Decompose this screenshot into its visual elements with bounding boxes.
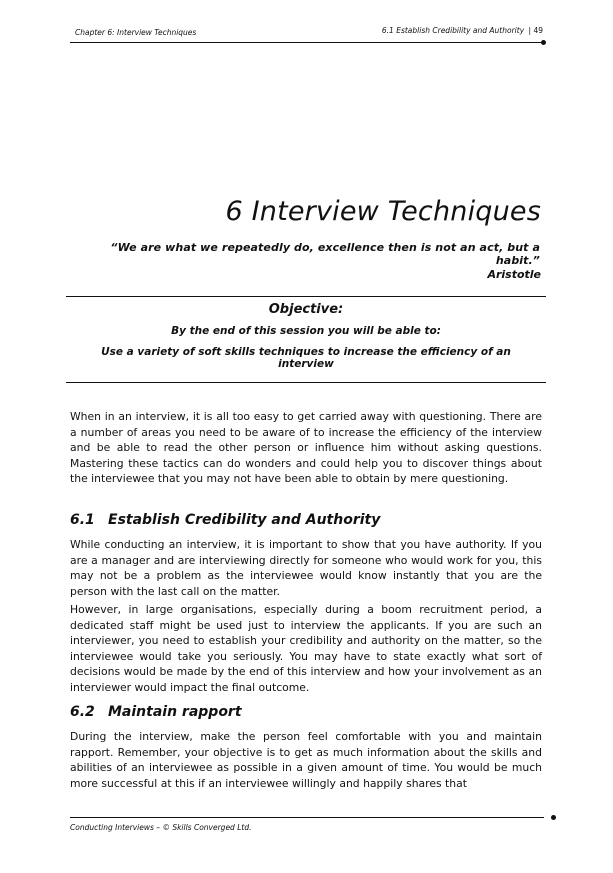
body-paragraph: During the interview, make the person feel comfortable with you and maintain rapport. Remember, your objective is to get as much information about the skills and abilities of an interviewee as possible in a given amount of time. You would be much more successful at this if an interviewee willingly and happily shares that	[70, 730, 542, 790]
quote-author: Aristotle	[487, 268, 541, 281]
section-number: 6.2	[70, 704, 95, 720]
chapter-quote: “We are what we repeatedly do, excellence then is not an act, but a habit.”	[110, 241, 540, 267]
section-number: 6.1	[70, 512, 95, 528]
objective-intro: By the end of this session you will be able to:	[171, 325, 441, 337]
chapter-title: 6 Interview Techniques	[225, 196, 541, 227]
intro-paragraph: When in an interview, it is all too easy to get carried away with questioning. There are a number of areas you need to be aware of to increase the efficiency of the interview and be able to read the other person or influence him without asking questions. Mastering these tactics can do wonders and could help you to discover things about the interviewee that you may not have been able to obtain by mere questioning.	[70, 410, 542, 486]
objective-goal: Use a variety of soft skills techniques to increase the efficiency of an interview	[101, 346, 511, 370]
objective-rule-bottom	[66, 382, 546, 383]
objective-title: Objective:	[268, 302, 344, 317]
body-paragraph: While conducting an interview, it is important to show that you have authority. If you are a manager and are interviewing directly for someone who would work for you, this may not be a problem as the interviewee would know instantly that you are the person with the last call on the matter.	[70, 538, 542, 598]
header-rule-dot	[541, 40, 546, 45]
page-number: | 49	[528, 26, 543, 35]
header-section-label	[382, 26, 543, 35]
header-section-text: 6.1 Establish Credibility and Authority	[381, 26, 525, 35]
footer-rule	[70, 817, 544, 818]
section-heading	[70, 704, 242, 720]
footer-text: Conducting Interviews – © Skills Converged Ltd.	[70, 823, 252, 832]
objective-rule-top	[66, 296, 546, 297]
section-heading	[70, 512, 380, 528]
body-paragraph: However, in large organisations, especially during a boom recruitment period, a dedicated staff might be used just to interview the applicants. If you are such an interviewer, you need to establish your credibility and authority on the matter, so the interviewee would take you seriously. You may have to state exactly what sort of decisions would be made by the end of this interview and how your involvement as an interviewer would impact the final outcome.	[70, 603, 542, 694]
header-chapter-label: Chapter 6: Interview Techniques	[75, 28, 197, 37]
footer-rule-dot	[551, 815, 556, 820]
section-title: Establish Credibility and Authority	[108, 512, 381, 528]
section-title: Maintain rapport	[108, 704, 242, 720]
header-rule	[70, 42, 544, 43]
